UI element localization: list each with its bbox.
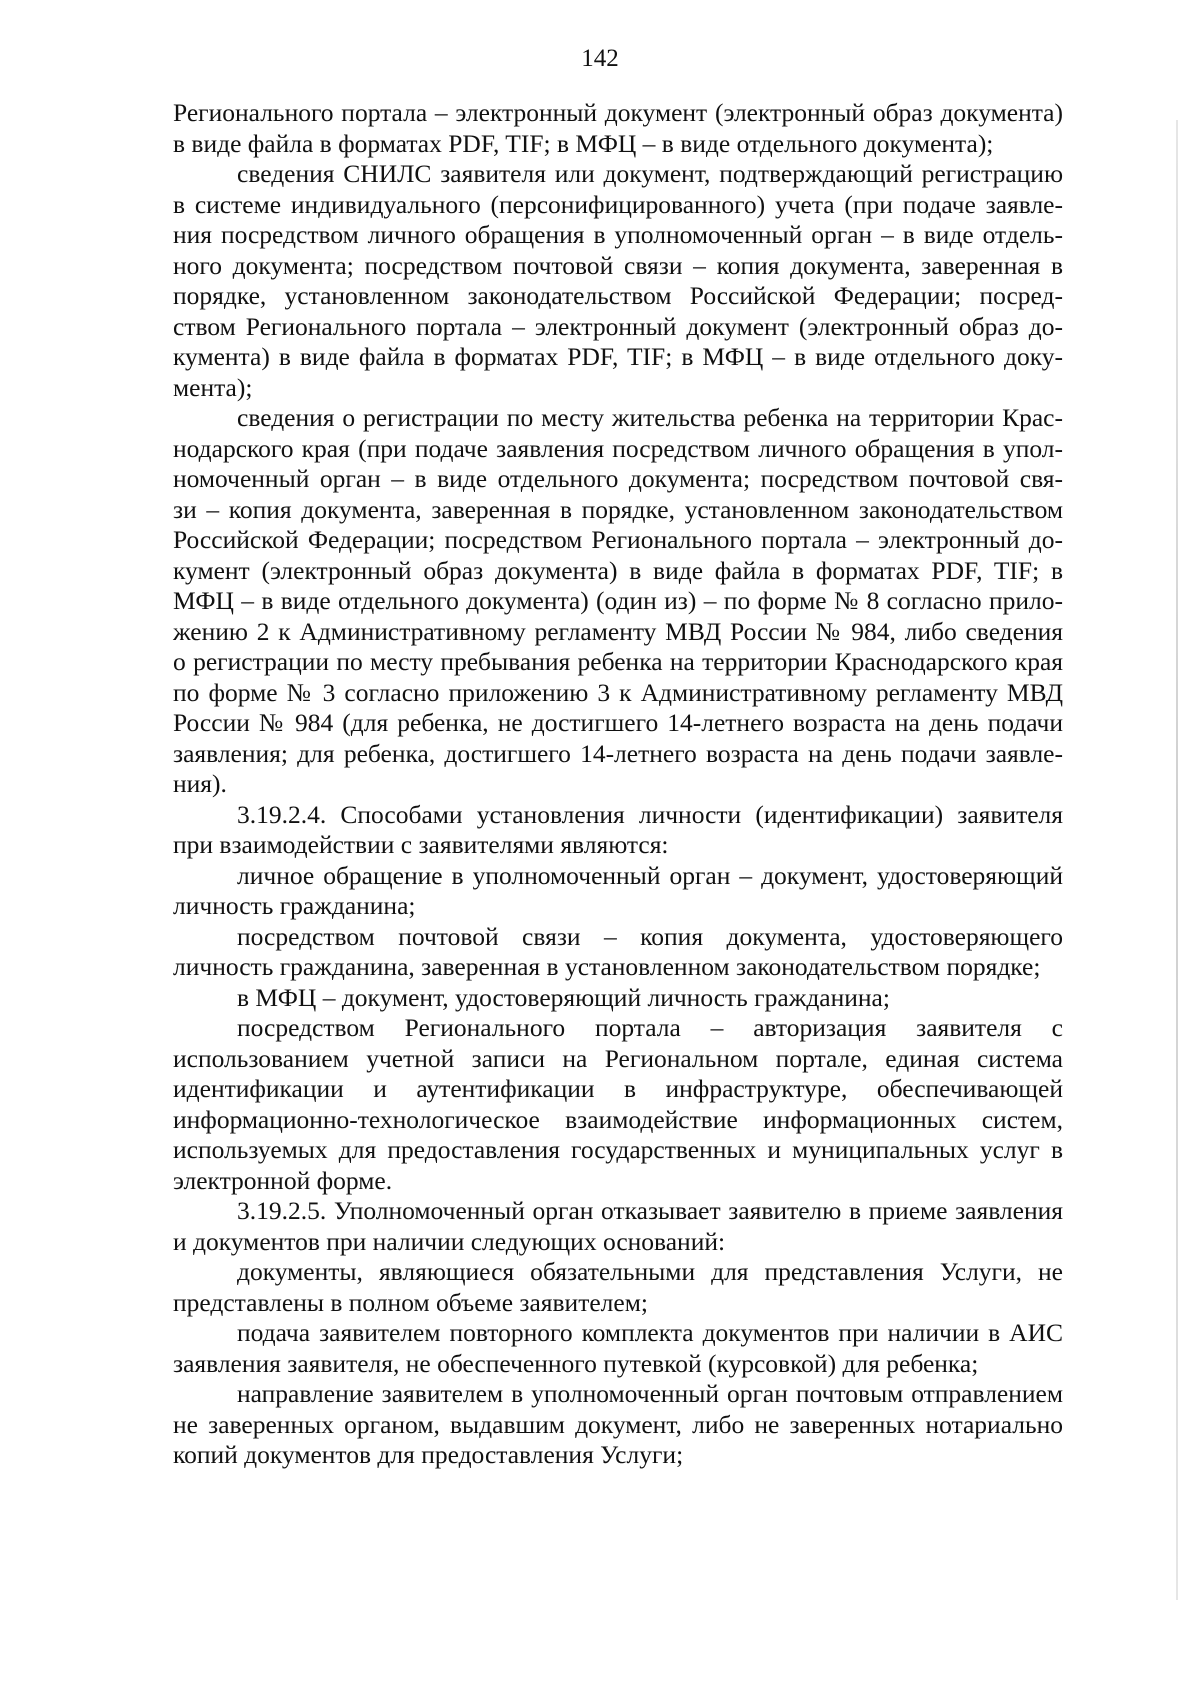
- document-body: [173, 98, 1063, 1471]
- text-line: в МФЦ – документ, удостоверяющий личность гражданина;: [237, 982, 890, 1012]
- text-line: личность гражданина, заверенная в установленном законодательством порядке;: [173, 952, 1041, 981]
- text-line: использованием учетной записи на Региональном портале, единая система: [173, 1043, 1063, 1073]
- text-line: ством Регионального портала – электронный документ (электронный образ до-: [173, 311, 1063, 341]
- text-line: копий документов для предоставления Услуги;: [173, 1440, 684, 1469]
- scan-edge-shadow: [1176, 120, 1178, 1600]
- text-line: не заверенных органом, выдавшим документ, либо не заверенных нотариально: [173, 1409, 1063, 1439]
- text-line: 3.19.2.4. Способами установления личности (идентификации) заявителя: [237, 799, 1063, 829]
- text-line: ния).: [173, 769, 227, 798]
- text-line: Российской Федерации; посредством Регионального портала – электронный до-: [173, 525, 1063, 554]
- text-line: порядке, установленном законодательством Российской Федерации; посред-: [173, 281, 1063, 310]
- text-line: и документов при наличии следующих оснований:: [173, 1226, 726, 1256]
- text-line: по форме № 3 согласно приложению 3 к Административному регламенту МВД: [173, 677, 1063, 707]
- text-line: Регионального портала – электронный документ (электронный образ документа): [173, 98, 1063, 127]
- text-line: подача заявителем повторного комплекта документов при наличии в АИС: [237, 1318, 1063, 1347]
- text-line: мента);: [173, 372, 253, 402]
- text-line: используемых для предоставления государственных и муниципальных услуг в: [173, 1135, 1063, 1164]
- text-line: о регистрации по месту пребывания ребенка на территории Краснодарского края: [173, 647, 1063, 676]
- text-line: посредством почтовой связи – копия документа, удостоверяющего: [237, 921, 1063, 951]
- text-line: посредством Регионального портала – авторизация заявителя с: [237, 1013, 1063, 1042]
- text-line: нодарского края (при подаче заявления посредством личного обращения в упол-: [173, 433, 1063, 463]
- text-line: в системе индивидуального (персонифицированного) учета (при подаче заявле-: [173, 189, 1063, 219]
- text-line: личность гражданина;: [173, 891, 416, 920]
- text-line: зи – копия документа, заверенная в порядке, установленном законодательством: [173, 494, 1063, 524]
- text-line: представлены в полном объеме заявителем;: [173, 1287, 648, 1317]
- text-line: информационно-технологическое взаимодействие информационных систем,: [173, 1104, 1063, 1134]
- text-line: России № 984 (для ребенка, не достигшего 14-летнего возраста на день подачи: [173, 708, 1063, 737]
- text-line: при взаимодействии с заявителями являются:: [173, 830, 669, 859]
- text-line: сведения СНИЛС заявителя или документ, подтверждающий регистрацию: [237, 159, 1063, 188]
- text-line: жению 2 к Административному регламенту МВД России № 984, либо сведения: [173, 616, 1063, 646]
- text-line: 3.19.2.5. Уполномоченный орган отказывает заявителю в приеме заявления: [237, 1196, 1063, 1225]
- text-line: кумент (электронный образ документа) в виде файла в форматах PDF, TIF; в: [173, 555, 1063, 585]
- text-line: кумента) в виде файла в форматах PDF, TIF; в МФЦ – в виде отдельного доку-: [173, 342, 1063, 371]
- text-line: ного документа; посредством почтовой связи – копия документа, заверенная в: [173, 250, 1063, 280]
- text-line: направление заявителем в уполномоченный орган почтовым отправлением: [237, 1379, 1063, 1408]
- text-line: электронной форме.: [173, 1165, 393, 1195]
- text-line: заявления; для ребенка, достигшего 14-летнего возраста на день подачи заявле-: [173, 738, 1063, 768]
- text-line: заявления заявителя, не обеспеченного путевкой (курсовкой) для ребенка;: [173, 1348, 979, 1378]
- text-line: ния посредством личного обращения в уполномоченный орган – в виде отдель-: [173, 220, 1063, 249]
- text-line: МФЦ – в виде отдельного документа) (один из) – по форме № 8 согласно прило-: [173, 586, 1063, 615]
- text-line: идентификации и аутентификации в инфраструктуре, обеспечивающей: [173, 1074, 1063, 1103]
- text-line: личное обращение в уполномоченный орган – документ, удостоверяющий: [237, 860, 1063, 890]
- text-line: сведения о регистрации по месту жительства ребенка на территории Крас-: [237, 403, 1063, 432]
- text-line: номоченный орган – в виде отдельного документа; посредством почтовой свя-: [173, 464, 1063, 493]
- text-line: документы, являющиеся обязательными для представления Услуги, не: [237, 1257, 1063, 1286]
- page-number: 142: [581, 45, 619, 72]
- text-line: в виде файла в форматах PDF, TIF; в МФЦ – в виде отдельного документа);: [173, 128, 994, 158]
